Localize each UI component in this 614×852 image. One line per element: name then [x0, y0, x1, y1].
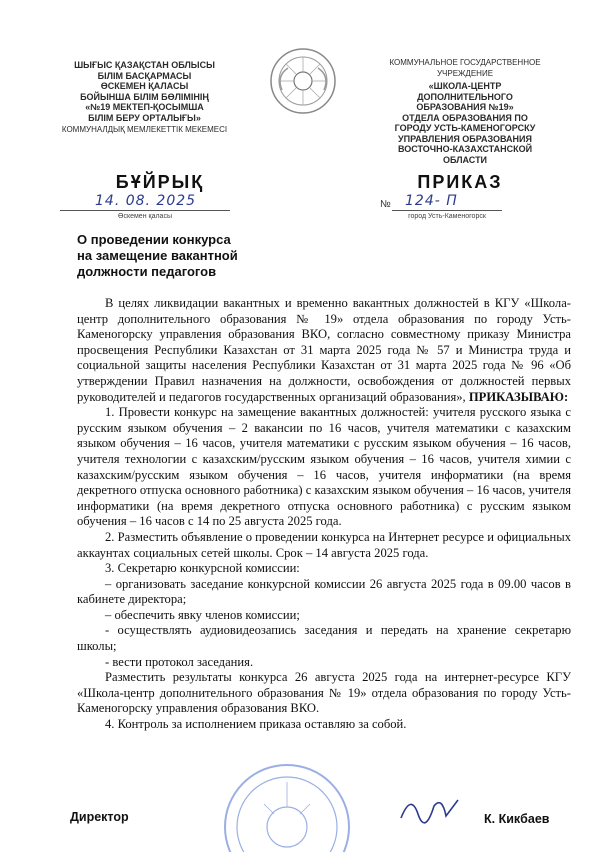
item-4: 4. Контроль за исполнением приказа оставляю за собой. — [105, 717, 407, 732]
order-body — [77, 296, 571, 733]
date-caption: Өскемен қаласы — [118, 213, 172, 220]
intro-paragraph — [77, 296, 571, 405]
signature-title: Директор — [70, 810, 129, 824]
header-right-line: ВОСТОЧНО-КАЗАХСТАНСКОЙ — [397, 144, 533, 154]
subject-line: на замещение вакантной — [77, 248, 238, 263]
subject-line: О проведении конкурса — [77, 232, 231, 247]
dash-item-3: - осуществлять аудиовидеозапись заседания и передать на хранение секретарю школы; — [77, 623, 571, 654]
dash-item-1: – организовать заседание конкурсной комиссии 26 августа 2025 года в 09.00 часов в кабинете директора; — [77, 576, 571, 607]
intro-text: В целях ликвидации вакантных и временно вакантных должностей в КГУ «Школа-центр дополнительного образования № 19» отдела образования по городу Усть-Каменогорску управления образования ВКО, согласно совместному приказу Министра просвещения Республики Казахстан от 31 марта 2025 года № 57 и Министра труда и социальной защиты населения Республики Казахстан от 31 марта 2025 года № 96 «Об утверждении Правил назначения на должности, освобождения от должностей первых руководителей и педагогов государственных организаций образования», — [77, 296, 571, 404]
round-stamp-icon — [212, 752, 362, 852]
subject-line: должности педагогов — [77, 264, 217, 279]
number-label: № — [380, 199, 391, 210]
header-right-sub: КОММУНАЛЬНОЕ ГОСУДАРСТВЕННОЕ УЧРЕЖДЕНИЕ — [389, 58, 541, 78]
signature-name: К. Кикбаев — [484, 812, 550, 826]
header-right-line: ГОРОДУ УСТЬ-КАМЕНОГОРСКУ — [394, 123, 536, 133]
header-left-line: БІЛІМ БЕРУ ОРТАЛЫҒЫ» — [88, 112, 201, 123]
handwritten-number: 124- П — [405, 193, 458, 209]
header-right-ru — [370, 58, 560, 165]
header-left-line: БІЛІМ БАСҚАРМАСЫ — [97, 70, 192, 81]
header-right-line: ОБЛАСТИ — [442, 154, 488, 165]
header-right-line: ОТДЕЛА ОБРАЗОВАНИЯ ПО — [402, 112, 528, 123]
handwritten-date: 14. 08. 2025 — [95, 193, 197, 209]
item-1: 1. Провести конкурс на замещение вакантных должностей: учителя русского языка с русским языком обучения – 2 вакансии по 16 часов, учителя математики с казахским языком обучения – 16 часов, учителя математики с русским языком обучения – 16 часов, учителя технологии с казахским/русским языком обучения – 16 часов, учителя химии с казахским/русским языком обучения – 16 часов, учителя информатики (на время декретного отпуска основного работника) с казахским языком обучения – 16 часов, учителя информатики (на время декретного отпуска основного работника) с русским языком обучения – 16 часов с 14 по 25 августа 2025 года. — [77, 405, 571, 529]
header-left-line: ӨСКЕМЕН ҚАЛАСЫ — [100, 81, 189, 91]
state-emblem-icon — [268, 46, 338, 116]
header-left-line: «№19 МЕКТЕП-ҚОСЫМША — [85, 102, 204, 112]
doc-type-ru: ПРИКАЗ — [417, 172, 503, 192]
date-underline — [60, 210, 230, 211]
signature-icon — [396, 788, 466, 828]
header-right-line: «ШКОЛА-ЦЕНТР — [428, 81, 502, 91]
header-left-kz — [52, 60, 237, 136]
order-subject — [77, 232, 267, 280]
header-right-line: УПРАВЛЕНИЯ ОБРАЗОВАНИЯ — [398, 133, 532, 144]
doc-type-kz: БҰЙРЫҚ — [115, 172, 205, 192]
header-left-sub: КОММУНАЛДЫҚ МЕМЛЕКЕТТІК МЕКЕМЕСІ — [61, 125, 228, 134]
header-left-line: ШЫҒЫС ҚАЗАҚСТАН ОБЛЫСЫ — [74, 60, 215, 70]
header-left-line: БОЙЫНША БІЛІМ БӨЛІМІНІҢ — [80, 91, 209, 102]
item-2: 2. Разместить объявление о проведении конкурса на Интернет ресурсе и официальных аккаунтах социальных сетей школы. Срок – 14 августа 2025 года. — [77, 529, 571, 560]
publish-paragraph: Разместить результаты конкурса 26 августа 2025 года на интернет-ресурсе КГУ «Школа-центр дополнительного образования № 19» отдела образования по городу Усть-Каменогорску управления образования ВКО. — [77, 670, 571, 716]
dash-item-2: – обеспечить явку членов комиссии; — [105, 607, 300, 622]
header-right-line: ОБРАЗОВАНИЯ №19» — [416, 102, 514, 112]
number-caption: город Усть-Каменогорск — [408, 213, 486, 220]
dash-item-4: - вести протокол заседания. — [105, 654, 254, 669]
order-word: ПРИКАЗЫВАЮ: — [468, 389, 569, 404]
number-underline — [392, 210, 502, 211]
header-right-line: ДОПОЛНИТЕЛЬНОГО — [417, 91, 513, 102]
item-3: 3. Секретарю конкурсной комиссии: — [105, 561, 300, 576]
